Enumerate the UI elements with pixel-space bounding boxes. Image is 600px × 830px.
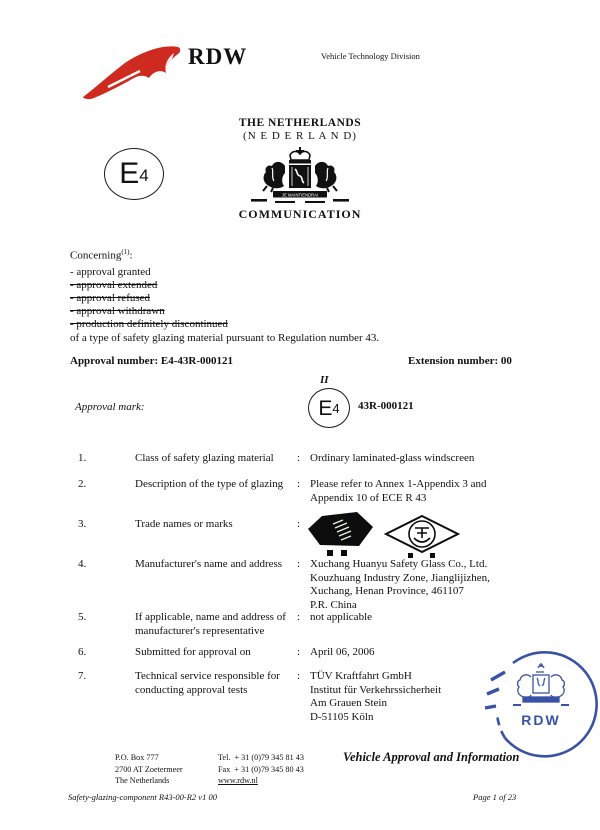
extension-number bbox=[408, 355, 512, 368]
item-value: not applicable bbox=[310, 611, 373, 623]
rdw-wordmark: RDW bbox=[188, 44, 248, 69]
colon: : bbox=[297, 670, 301, 682]
circle-trademark-icon bbox=[382, 514, 462, 558]
item-number: 4. bbox=[78, 558, 87, 570]
item-label-line: Technical service responsible for bbox=[135, 670, 280, 682]
mark-e-letter: E bbox=[318, 396, 333, 420]
colon: : bbox=[297, 452, 301, 464]
motto-text: JE MAINTIENDRAI bbox=[281, 192, 319, 198]
concerning-heading bbox=[70, 246, 133, 263]
colon: : bbox=[297, 478, 301, 490]
approval-number-label: Approval number: bbox=[70, 355, 159, 367]
item-row-2 bbox=[78, 478, 548, 505]
item-row-1 bbox=[78, 452, 548, 466]
approval-mark-number: 43R-000121 bbox=[358, 400, 414, 412]
item-label bbox=[135, 611, 297, 638]
item-value bbox=[310, 478, 548, 505]
colon: : bbox=[297, 558, 301, 570]
approval-mark-badge bbox=[308, 388, 350, 428]
item-row-6 bbox=[78, 646, 548, 660]
item-value-line: Kouzhuang Industry Zone, Jianglijizhen, bbox=[310, 571, 490, 584]
stamp-text: RDW bbox=[521, 712, 561, 728]
item-number: 6. bbox=[78, 646, 87, 658]
rdw-stamp-icon bbox=[483, 650, 600, 764]
e-mark-number: 4 bbox=[139, 165, 149, 185]
country-subtitle: (N E D E R L A N D) bbox=[243, 130, 357, 142]
item-number: 3. bbox=[78, 518, 87, 530]
item-label: Trade names or marks bbox=[135, 518, 233, 530]
item-value: Ordinary laminated-glass windscreen bbox=[310, 452, 475, 464]
mark-e-number: 4 bbox=[332, 401, 340, 416]
page-number: Page 1 of 23 bbox=[473, 792, 517, 802]
country-title: THE NETHERLANDS bbox=[238, 117, 362, 129]
concerning-option: - approval granted bbox=[70, 266, 151, 278]
fax-value: + 31 (0)79 345 80 43 bbox=[234, 764, 304, 774]
approval-mark-label: Approval mark: bbox=[75, 401, 145, 413]
colon: : bbox=[297, 518, 301, 530]
item-value bbox=[310, 558, 548, 612]
footer-website: www.rdw.nl bbox=[218, 776, 258, 785]
footer-contact bbox=[218, 752, 304, 787]
colon: : bbox=[297, 611, 301, 623]
footer-department: Vehicle Approval and Information bbox=[343, 750, 520, 764]
huanyu-trademark-icon bbox=[305, 510, 380, 558]
item-value-line: P.R. China bbox=[310, 598, 357, 611]
item-label-line: If applicable, name and address of bbox=[135, 611, 286, 623]
item-label bbox=[135, 670, 297, 724]
item-label-line: manufacturer's representative bbox=[135, 624, 265, 637]
item-row-7 bbox=[78, 670, 548, 724]
e-mark-letter: E bbox=[119, 157, 140, 190]
item-number: 7. bbox=[78, 670, 87, 682]
concerning-label: Concerning bbox=[70, 249, 122, 262]
tel-label: Tel. bbox=[218, 753, 231, 762]
approval-mark-class: II bbox=[320, 374, 329, 386]
footer-address bbox=[115, 752, 183, 787]
item-label: Submitted for approval on bbox=[135, 646, 251, 658]
tel-value: + 31 (0)79 345 81 43 bbox=[234, 753, 304, 762]
item-number: 1. bbox=[78, 452, 87, 464]
footer-address-line: P.O. Box 777 bbox=[115, 753, 159, 762]
footer-tel bbox=[218, 752, 304, 764]
footer-fax bbox=[218, 764, 304, 776]
division-label: Vehicle Technology Division bbox=[321, 51, 420, 61]
fax-label: Fax bbox=[218, 764, 231, 774]
extension-number-label: Extension number: bbox=[408, 355, 499, 367]
item-value-line: Am Grauen Stein bbox=[310, 697, 387, 709]
concerning-option: - approval refused bbox=[70, 292, 151, 304]
doc-reference: Safety-glazing-component R43-00-R2 v1 00 bbox=[68, 792, 217, 802]
item-value-line: Xuchang, Henan Province, 461107 bbox=[310, 585, 464, 597]
colon: : bbox=[297, 646, 301, 658]
footer-address-line: The Netherlands bbox=[115, 776, 170, 785]
approval-number-value: E4-43R-000121 bbox=[160, 355, 233, 367]
item-value-line: Xuchang Huanyu Safety Glass Co., Ltd. bbox=[310, 558, 488, 570]
item-label: Class of safety glazing material bbox=[135, 452, 274, 464]
item-value-line: Appendix 10 of ECE R 43 bbox=[310, 491, 427, 504]
item-value-line: Please refer to Annex 1-Appendix 3 and bbox=[310, 478, 487, 490]
approval-number bbox=[70, 355, 233, 368]
concerning-options bbox=[70, 266, 228, 331]
item-value-line: TÜV Kraftfahrt GmbH bbox=[310, 670, 412, 682]
colon: : bbox=[129, 249, 133, 262]
item-value-line: Institut für Verkehrssicherheit bbox=[310, 683, 442, 696]
concerning-option: - approval extended bbox=[70, 279, 158, 291]
concerning-option: - production definitely discontinued bbox=[70, 318, 228, 330]
concerning-footnote-ref: (1) bbox=[121, 248, 130, 256]
e4-approval-badge bbox=[104, 148, 164, 200]
item-row-5 bbox=[78, 611, 548, 638]
item-value: April 06, 2006 bbox=[310, 646, 375, 658]
rdw-swoosh-icon bbox=[80, 42, 186, 108]
extension-number-value: 00 bbox=[500, 355, 512, 367]
item-row-4 bbox=[78, 558, 548, 612]
item-number: 5. bbox=[78, 611, 87, 623]
coat-of-arms-icon bbox=[245, 146, 355, 208]
item-value-line: D-51105 Köln bbox=[310, 710, 374, 723]
footer-address-line: 2700 AT Zoetermeer bbox=[115, 764, 183, 774]
subject-line: of a type of safety glazing material pursuant to Regulation number 43. bbox=[70, 332, 380, 344]
item-number: 2. bbox=[78, 478, 87, 490]
item-label: Description of the type of glazing bbox=[135, 478, 284, 490]
item-label: Manufacturer's name and address bbox=[135, 558, 283, 570]
communication-title: COMMUNICATION bbox=[238, 207, 362, 221]
concerning-option: - approval withdrawn bbox=[70, 305, 165, 317]
item-label-line: conducting approval tests bbox=[135, 683, 248, 696]
